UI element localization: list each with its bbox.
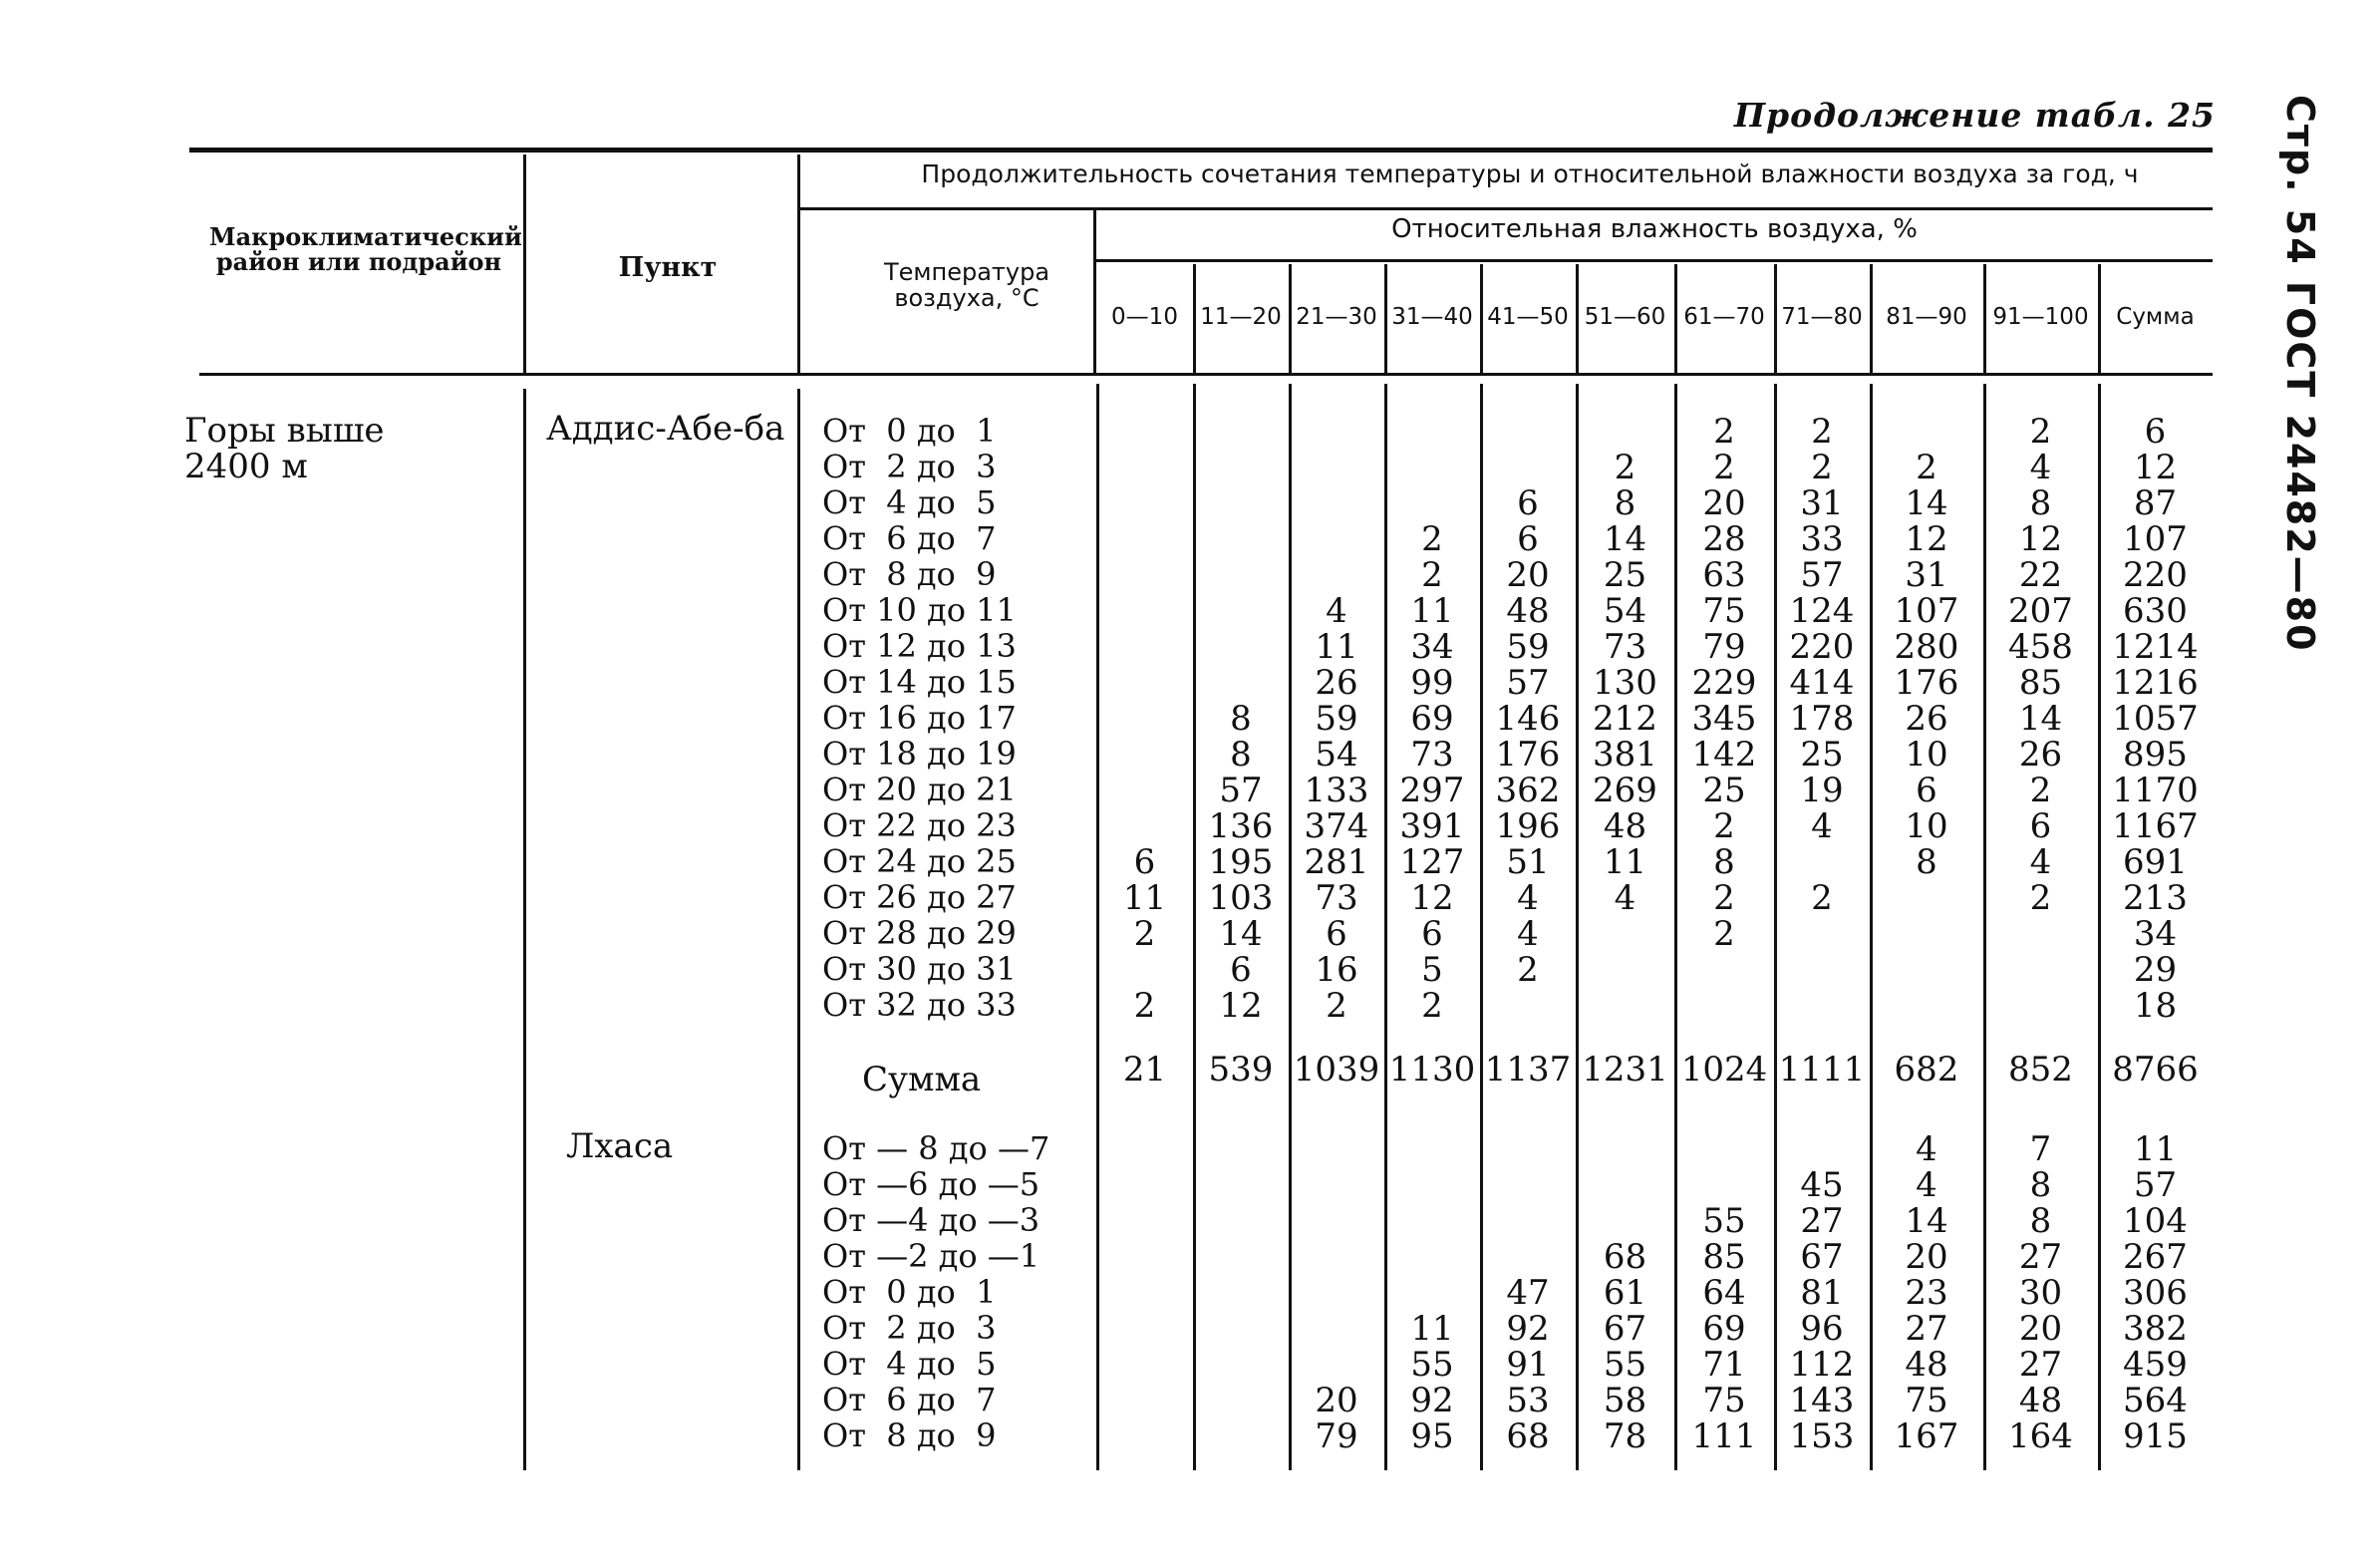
table-cell: 2 (1713, 914, 1735, 954)
table-cell: 92 (1410, 1381, 1454, 1420)
table-cell: 6 (1326, 914, 1347, 954)
table-cell: 111 (1691, 1416, 1757, 1456)
table-cell: 20 (1315, 1381, 1358, 1420)
temp-range: От 8 до 9 (822, 1416, 997, 1454)
column-header-7: 71—80 (1781, 304, 1863, 330)
table-cell: 2 (1713, 806, 1735, 846)
table-cell: 103 (1208, 878, 1274, 918)
table-cell: 16 (1315, 950, 1358, 990)
rule-v-col-9 (1983, 264, 1986, 374)
table-cell: 381 (1593, 735, 1657, 775)
table-cell: 133 (1304, 771, 1369, 810)
temp-range: От 18 до 19 (822, 735, 1017, 773)
temp-range: От 0 до 1 (822, 412, 997, 450)
table-cell: 8 (1230, 699, 1252, 739)
table-cell: 4 (2029, 448, 2052, 487)
table-cell: 345 (1691, 699, 1757, 739)
table-cell: 213 (2123, 878, 2188, 918)
table-cell: 22 (2018, 555, 2063, 595)
table-cell: 75 (1905, 1381, 1948, 1420)
table-cell: 92 (1506, 1309, 1550, 1349)
table-cell: 55 (1702, 1201, 1746, 1241)
table-cell: 34 (1410, 627, 1454, 667)
temp-range: От 2 до 3 (822, 1309, 997, 1347)
column-header-9: 91—100 (1992, 304, 2089, 330)
temp-range: От 26 до 27 (822, 878, 1017, 916)
column-header-8: 81—90 (1886, 304, 1967, 330)
table-cell: 6 (2029, 806, 2052, 846)
table-cell: 2 (2029, 412, 2052, 452)
table-cell: 2 (1133, 986, 1156, 1026)
table-cell: 14 (1219, 914, 1263, 954)
table-cell: 23 (1905, 1273, 1948, 1313)
table-cell: 78 (1603, 1416, 1647, 1456)
rule-v-col-8 (1870, 264, 1873, 374)
region-name: Горы выше 2400 м (184, 411, 385, 486)
sum-cell: 1231 (1582, 1050, 1668, 1090)
table-cell: 8 (1713, 842, 1735, 882)
table-cell: 26 (1905, 699, 1948, 739)
sum-cell: 852 (2008, 1050, 2073, 1090)
table-cell: 281 (1304, 842, 1369, 882)
table-cell: 59 (1315, 699, 1358, 739)
table-cell: 176 (1894, 663, 1959, 703)
table-cell: 27 (2018, 1237, 2063, 1277)
table-cell: 362 (1495, 771, 1561, 810)
table-cell: 212 (1593, 699, 1657, 739)
table-cell: 4 (1517, 914, 1539, 954)
table-cell: 6 (1133, 842, 1156, 882)
table-cell: 45 (1800, 1165, 1844, 1205)
table-cell: 33 (1800, 519, 1844, 559)
temp-range: От 22 до 23 (822, 806, 1017, 844)
header-bottom-rule (199, 373, 2213, 376)
table-cell: 374 (1304, 806, 1369, 846)
table-cell: 1167 (2112, 806, 2199, 846)
table-cell: 11 (1410, 1309, 1454, 1349)
table-cell: 5 (1421, 950, 1443, 990)
table-cell: 10 (1905, 806, 1948, 846)
table-cell: 6 (1230, 950, 1252, 990)
table-cell: 99 (1410, 663, 1454, 703)
table-cell: 564 (2123, 1381, 2188, 1420)
rule-h-duration (797, 207, 2213, 210)
table-cell: 107 (1894, 591, 1959, 631)
table-cell: 27 (1800, 1201, 1844, 1241)
table-cell: 2 (1517, 950, 1539, 990)
temp-range: От 14 до 15 (822, 663, 1017, 701)
table-cell: 691 (2123, 842, 2188, 882)
table-cell: 10 (1905, 735, 1948, 775)
table-cell: 6 (1421, 914, 1443, 954)
table-cell: 95 (1410, 1416, 1454, 1456)
temp-range: От 10 до 11 (822, 591, 1017, 629)
table-cell: 14 (1905, 1201, 1948, 1241)
rule-v-col-10 (2098, 264, 2101, 374)
table-cell: 1170 (2112, 771, 2199, 810)
table-cell: 14 (1603, 519, 1647, 559)
table-cell: 87 (2133, 483, 2178, 523)
table-cell: 391 (1399, 806, 1465, 846)
table-caption: Продолжение табл. 25 (1733, 96, 2216, 135)
table-cell: 280 (1894, 627, 1959, 667)
rule-v-temp (1093, 209, 1096, 374)
table-cell: 6 (2144, 412, 2167, 452)
table-cell: 8 (1916, 842, 1937, 882)
sum-label: Сумма (862, 1060, 982, 1099)
table-cell: 79 (1702, 627, 1746, 667)
table-cell: 28 (1702, 519, 1746, 559)
table-cell: 54 (1315, 735, 1358, 775)
table-cell: 55 (1603, 1345, 1647, 1385)
table-cell: 167 (1894, 1416, 1959, 1456)
table-cell: 297 (1399, 771, 1465, 810)
table-cell: 20 (1506, 555, 1550, 595)
table-cell: 34 (2133, 914, 2178, 954)
table-cell: 57 (1219, 771, 1263, 810)
table-cell: 8 (2029, 483, 2052, 523)
temp-range: От 8 до 9 (822, 555, 997, 593)
table-cell: 6 (1517, 483, 1539, 523)
table-cell: 2 (1811, 448, 1833, 487)
temp-range: От —2 до —1 (822, 1237, 1041, 1275)
table-cell: 164 (2008, 1416, 2073, 1456)
temp-range: От 32 до 33 (822, 986, 1017, 1024)
table-cell: 48 (2018, 1381, 2063, 1420)
table-cell: 91 (1506, 1345, 1550, 1385)
temp-range: От 4 до 5 (822, 483, 997, 521)
table-cell: 58 (1603, 1381, 1647, 1420)
table-cell: 130 (1593, 663, 1657, 703)
sum-cell: 1111 (1778, 1050, 1866, 1090)
temp-range: От 12 до 13 (822, 627, 1017, 665)
column-header-6: 61—70 (1683, 304, 1765, 330)
table-cell: 47 (1506, 1273, 1550, 1313)
temp-range: От 0 до 1 (822, 1273, 997, 1311)
table-cell: 8 (1230, 735, 1252, 775)
header-humidity-title: Относительная влажность воздуха, % (1391, 214, 1918, 244)
table-cell: 31 (1800, 483, 1844, 523)
table-cell: 8 (2029, 1165, 2052, 1205)
table-cell: 75 (1702, 1381, 1746, 1420)
table-cell: 146 (1495, 699, 1561, 739)
temp-range: От —6 до —5 (822, 1165, 1041, 1203)
rule-v-col-4 (1480, 264, 1483, 374)
table-cell: 2 (1421, 555, 1443, 595)
table-cell: 1057 (2112, 699, 2199, 739)
table-cell: 25 (1702, 771, 1746, 810)
table-cell: 19 (1800, 771, 1844, 810)
table-cell: 31 (1905, 555, 1948, 595)
header-point: Пункт (618, 252, 718, 283)
temp-range: От 2 до 3 (822, 448, 997, 485)
sum-cell: 8766 (2112, 1050, 2199, 1090)
table-cell: 414 (1789, 663, 1855, 703)
table-cell: 12 (1410, 878, 1454, 918)
sum-cell: 682 (1894, 1050, 1959, 1090)
temp-range: От 4 до 5 (822, 1345, 997, 1383)
table-cell: 2 (1421, 519, 1443, 559)
table-cell: 69 (1410, 699, 1454, 739)
header-top-rule (189, 148, 2213, 153)
temp-range: От 28 до 29 (822, 914, 1017, 952)
table-cell: 630 (2123, 591, 2188, 631)
sum-cell: 1039 (1293, 1050, 1380, 1090)
table-cell: 2 (1614, 448, 1636, 487)
sum-cell: 1137 (1484, 1050, 1572, 1090)
table-cell: 4 (2029, 842, 2052, 882)
table-cell: 25 (1800, 735, 1844, 775)
table-cell: 85 (2018, 663, 2063, 703)
table-cell: 73 (1603, 627, 1647, 667)
header-region: Макроклиматический район или подрайон (209, 222, 522, 277)
table-cell: 12 (2018, 519, 2063, 559)
table-cell: 2 (1811, 412, 1833, 452)
table-cell: 63 (1702, 555, 1746, 595)
table-cell: 25 (1603, 555, 1647, 595)
table-cell: 85 (1702, 1237, 1746, 1277)
table-cell: 61 (1603, 1273, 1647, 1313)
column-header-3: 31—40 (1391, 304, 1473, 330)
table-cell: 207 (2008, 591, 2073, 631)
rule-v-point-body (797, 389, 800, 1470)
table-cell: 11 (1315, 627, 1358, 667)
table-cell: 220 (1789, 627, 1855, 667)
table-cell: 12 (2133, 448, 2178, 487)
temp-range: От 6 до 7 (822, 1381, 997, 1418)
table-cell: 2 (1713, 878, 1735, 918)
table-cell: 12 (1905, 519, 1948, 559)
table-cell: 4 (1916, 1129, 1937, 1169)
table-cell: 57 (2133, 1165, 2178, 1205)
table-cell: 20 (2018, 1309, 2063, 1349)
sum-cell: 1024 (1680, 1050, 1768, 1090)
table-cell: 59 (1506, 627, 1550, 667)
temp-range: От 16 до 17 (822, 699, 1017, 737)
table-cell: 6 (1517, 519, 1539, 559)
table-cell: 11 (1410, 591, 1454, 631)
table-cell: 96 (1800, 1309, 1844, 1349)
table-cell: 1216 (2112, 663, 2199, 703)
table-cell: 67 (1603, 1309, 1647, 1349)
rule-v-col-7 (1774, 264, 1777, 374)
table-cell: 67 (1800, 1237, 1844, 1277)
sum-cell: 539 (1208, 1050, 1274, 1090)
table-cell: 29 (2133, 950, 2178, 990)
table-cell: 229 (1691, 663, 1757, 703)
column-header-2: 21—30 (1296, 304, 1377, 330)
table-cell: 8 (2029, 1201, 2052, 1241)
side-label-text: Стр. 54 ГОСТ 24482—80 (2278, 95, 2322, 653)
table-cell: 64 (1702, 1273, 1746, 1313)
table-cell: 7 (2029, 1129, 2052, 1169)
table-cell: 11 (1122, 878, 1167, 918)
table-cell: 6 (1916, 771, 1937, 810)
table-cell: 11 (1603, 842, 1647, 882)
column-header-0: 0—10 (1111, 304, 1178, 330)
column-header-10: Сумма (2116, 304, 2195, 330)
table-cell: 269 (1593, 771, 1657, 810)
table-cell: 2 (1811, 878, 1833, 918)
rule-v-col-6 (1674, 264, 1677, 374)
table-cell: 153 (1789, 1416, 1855, 1456)
rule-v-col-2 (1289, 264, 1292, 374)
table-cell: 20 (1905, 1237, 1948, 1277)
sum-cell: 1130 (1388, 1050, 1476, 1090)
column-header-5: 51—60 (1584, 304, 1666, 330)
header-temp: Температура воздуха, °С (883, 258, 1050, 313)
table-cell: 2 (1326, 986, 1347, 1026)
table-cell: 53 (1506, 1381, 1550, 1420)
rule-v-region (523, 155, 526, 374)
table-cell: 20 (1702, 483, 1746, 523)
table-cell: 2 (1133, 914, 1156, 954)
table-cell: 2 (1713, 412, 1735, 452)
table-cell: 14 (2018, 699, 2063, 739)
temp-range: От 6 до 7 (822, 519, 997, 557)
table-cell: 55 (1410, 1345, 1454, 1385)
table-cell: 48 (1603, 806, 1647, 846)
table-cell: 915 (2123, 1416, 2188, 1456)
table-cell: 895 (2123, 735, 2188, 775)
table-cell: 14 (1905, 483, 1948, 523)
table-cell: 2 (1916, 448, 1937, 487)
table-cell: 51 (1506, 842, 1550, 882)
table-cell: 267 (2123, 1237, 2188, 1277)
table-cell: 27 (1905, 1309, 1948, 1349)
table-cell: 306 (2123, 1273, 2188, 1313)
table-cell: 4 (1811, 806, 1833, 846)
table-cell: 2 (2029, 771, 2052, 810)
table-cell: 4 (1916, 1165, 1937, 1205)
table-cell: 107 (2123, 519, 2188, 559)
table-cell: 48 (1905, 1345, 1948, 1385)
table-cell: 136 (1208, 806, 1274, 846)
table-cell: 73 (1410, 735, 1454, 775)
temp-range: От — 8 до —7 (822, 1129, 1050, 1167)
table-cell: 26 (2018, 735, 2063, 775)
temp-range: От 24 до 25 (822, 842, 1017, 880)
table-cell: 26 (1315, 663, 1358, 703)
table-cell: 195 (1208, 842, 1274, 882)
table-cell: 142 (1691, 735, 1757, 775)
rule-h-humidity (1093, 259, 2213, 262)
table-cell: 11 (2133, 1129, 2178, 1169)
rule-v-col-3 (1384, 264, 1387, 374)
table-cell: 4 (1326, 591, 1347, 631)
column-header-1: 11—20 (1200, 304, 1282, 330)
temp-range: От 20 до 21 (822, 771, 1017, 808)
table-cell: 459 (2123, 1345, 2188, 1385)
rule-v-col-5 (1576, 264, 1579, 374)
table-cell: 382 (2123, 1309, 2188, 1349)
table-cell: 127 (1399, 842, 1465, 882)
point-name: Аддис-Абе-ба (546, 409, 785, 449)
table-cell: 75 (1702, 591, 1746, 631)
rule-v-col-1 (1193, 264, 1196, 374)
table-cell: 12 (1219, 986, 1263, 1026)
table-cell: 57 (1506, 663, 1550, 703)
column-header-4: 41—50 (1487, 304, 1569, 330)
table-cell: 104 (2123, 1201, 2188, 1241)
table-cell: 57 (1800, 555, 1844, 595)
table-cell: 176 (1495, 735, 1561, 775)
table-cell: 196 (1495, 806, 1561, 846)
rule-v-point (797, 155, 800, 374)
table-cell: 68 (1603, 1237, 1647, 1277)
point-name: Лхаса (566, 1126, 674, 1166)
sum-cell: 21 (1122, 1050, 1167, 1090)
table-cell: 4 (1517, 878, 1539, 918)
table-cell: 27 (2018, 1345, 2063, 1385)
table-cell: 112 (1789, 1345, 1855, 1385)
table-cell: 30 (2018, 1273, 2063, 1313)
temp-range: От 30 до 31 (822, 950, 1017, 988)
table-cell: 220 (2123, 555, 2188, 595)
table-cell: 4 (1614, 878, 1636, 918)
table-cell: 2 (1713, 448, 1735, 487)
table-cell: 71 (1702, 1345, 1746, 1385)
table-cell: 2 (1421, 986, 1443, 1026)
table-cell: 54 (1603, 591, 1647, 631)
table-cell: 69 (1702, 1309, 1746, 1349)
table-cell: 48 (1506, 591, 1550, 631)
side-label (2247, 95, 2347, 653)
table-cell: 2 (2029, 878, 2052, 918)
table-cell: 18 (2133, 986, 2178, 1026)
header-duration-title: Продолжительность сочетания температуры и относительной влажности воздуха за год, ч (921, 159, 2139, 188)
table-cell: 73 (1315, 878, 1358, 918)
table-cell: 68 (1506, 1416, 1550, 1456)
table-cell: 458 (2008, 627, 2073, 667)
table-cell: 1214 (2112, 627, 2199, 667)
table-cell: 81 (1800, 1273, 1844, 1313)
table-cell: 79 (1315, 1416, 1358, 1456)
rule-v-region-body (523, 389, 526, 1470)
temp-range: От —4 до —3 (822, 1201, 1041, 1239)
table-cell: 143 (1789, 1381, 1855, 1420)
table-cell: 8 (1614, 483, 1636, 523)
table-cell: 178 (1789, 699, 1855, 739)
table-cell: 124 (1789, 591, 1855, 631)
